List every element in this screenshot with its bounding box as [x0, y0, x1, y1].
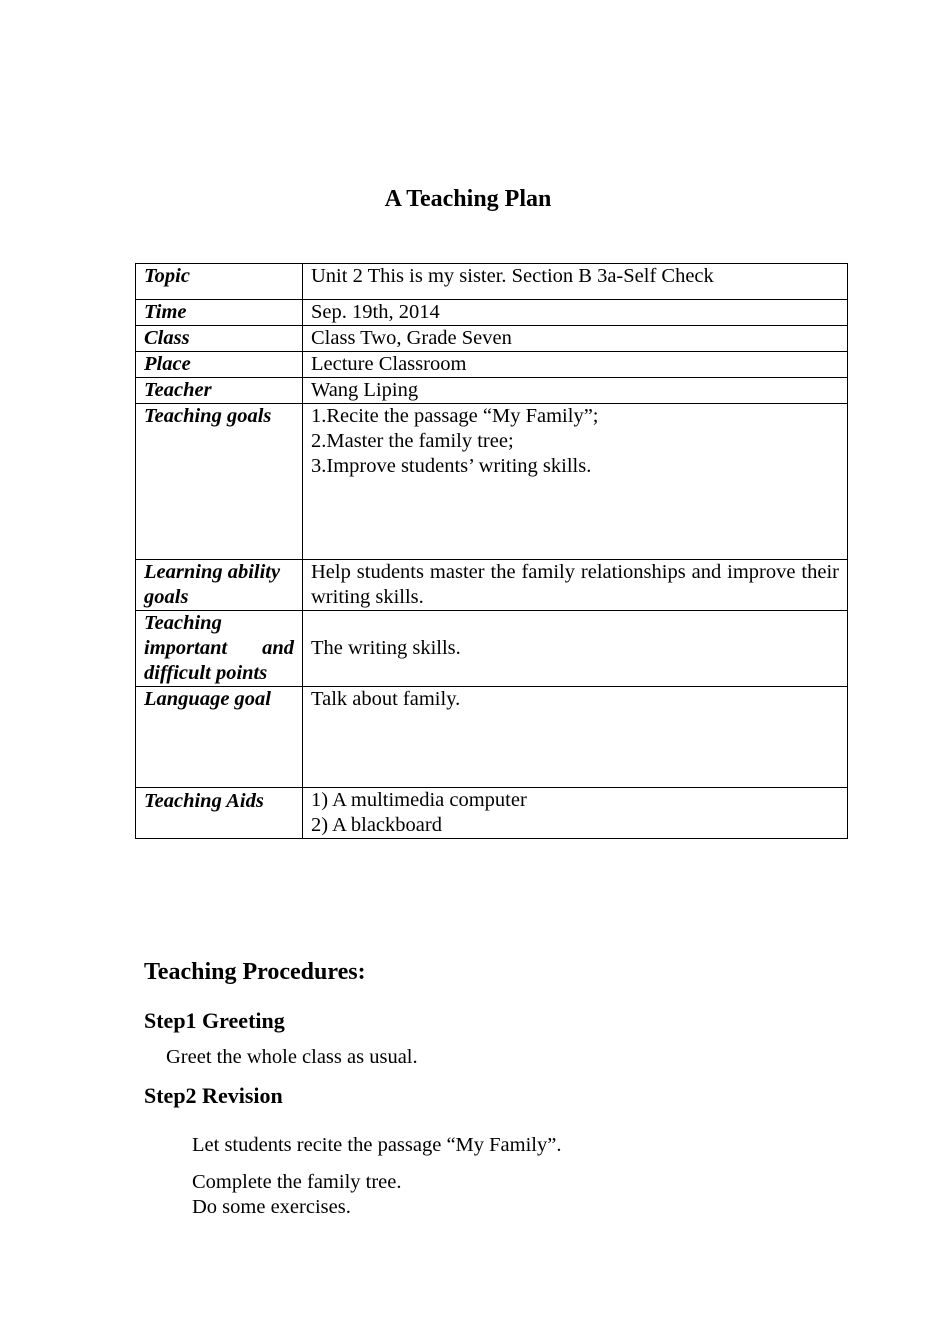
step2-heading: Step2 Revision [144, 1083, 283, 1108]
learning-ability-goals-value: Help students master the family relationships and improve their writing skills. [303, 560, 848, 611]
language-goal-label: Language goal [136, 687, 303, 788]
learning-ability-goals-label: Learning ability goals [136, 560, 303, 611]
place-value: Lecture Classroom [303, 352, 848, 378]
step2-line: Do some exercises. [192, 1196, 351, 1218]
table-row [136, 378, 848, 404]
teaching-goals-label: Teaching goals [136, 404, 303, 560]
table-row [136, 352, 848, 378]
teaching-goal-item: 3.Improve students’ writing skills. [311, 455, 592, 477]
step2-line: Complete the family tree. [192, 1171, 402, 1193]
teaching-goals-value [303, 404, 848, 560]
table-row [136, 788, 848, 839]
important-points-label: Teaching important and difficult points [136, 611, 303, 687]
time-label: Time [136, 300, 303, 326]
topic-label: Topic [136, 264, 303, 300]
table-row [136, 300, 848, 326]
procedures-heading: Teaching Procedures: [144, 959, 366, 985]
teaching-aid-item: 1) A multimedia computer [311, 789, 527, 811]
table-row [136, 687, 848, 788]
teacher-label: Teacher [136, 378, 303, 404]
table-row [136, 560, 848, 611]
teaching-aids-label: Teaching Aids [136, 788, 303, 839]
table-row [136, 326, 848, 352]
table-row [136, 404, 848, 560]
step2-line: Let students recite the passage “My Family”. [192, 1134, 562, 1156]
teaching-aid-item: 2) A blackboard [311, 814, 442, 836]
topic-value: Unit 2 This is my sister. Section B 3a-Self Check [303, 264, 848, 300]
teaching-goal-item: 2.Master the family tree; [311, 430, 514, 452]
teacher-value: Wang Liping [303, 378, 848, 404]
teaching-plan-table [135, 263, 848, 839]
step1-text: Greet the whole class as usual. [166, 1046, 418, 1068]
place-label: Place [136, 352, 303, 378]
language-goal-value: Talk about family. [303, 687, 848, 788]
table-row [136, 611, 848, 687]
step1-heading: Step1 Greeting [144, 1008, 285, 1033]
class-label: Class [136, 326, 303, 352]
teaching-goal-item: 1.Recite the passage “My Family”; [311, 405, 599, 427]
class-value: Class Two, Grade Seven [303, 326, 848, 352]
time-value: Sep. 19th, 2014 [303, 300, 848, 326]
page-title: A Teaching Plan [384, 186, 552, 212]
teaching-aids-value [303, 788, 848, 839]
important-points-value: The writing skills. [303, 611, 848, 687]
table-row [136, 264, 848, 300]
